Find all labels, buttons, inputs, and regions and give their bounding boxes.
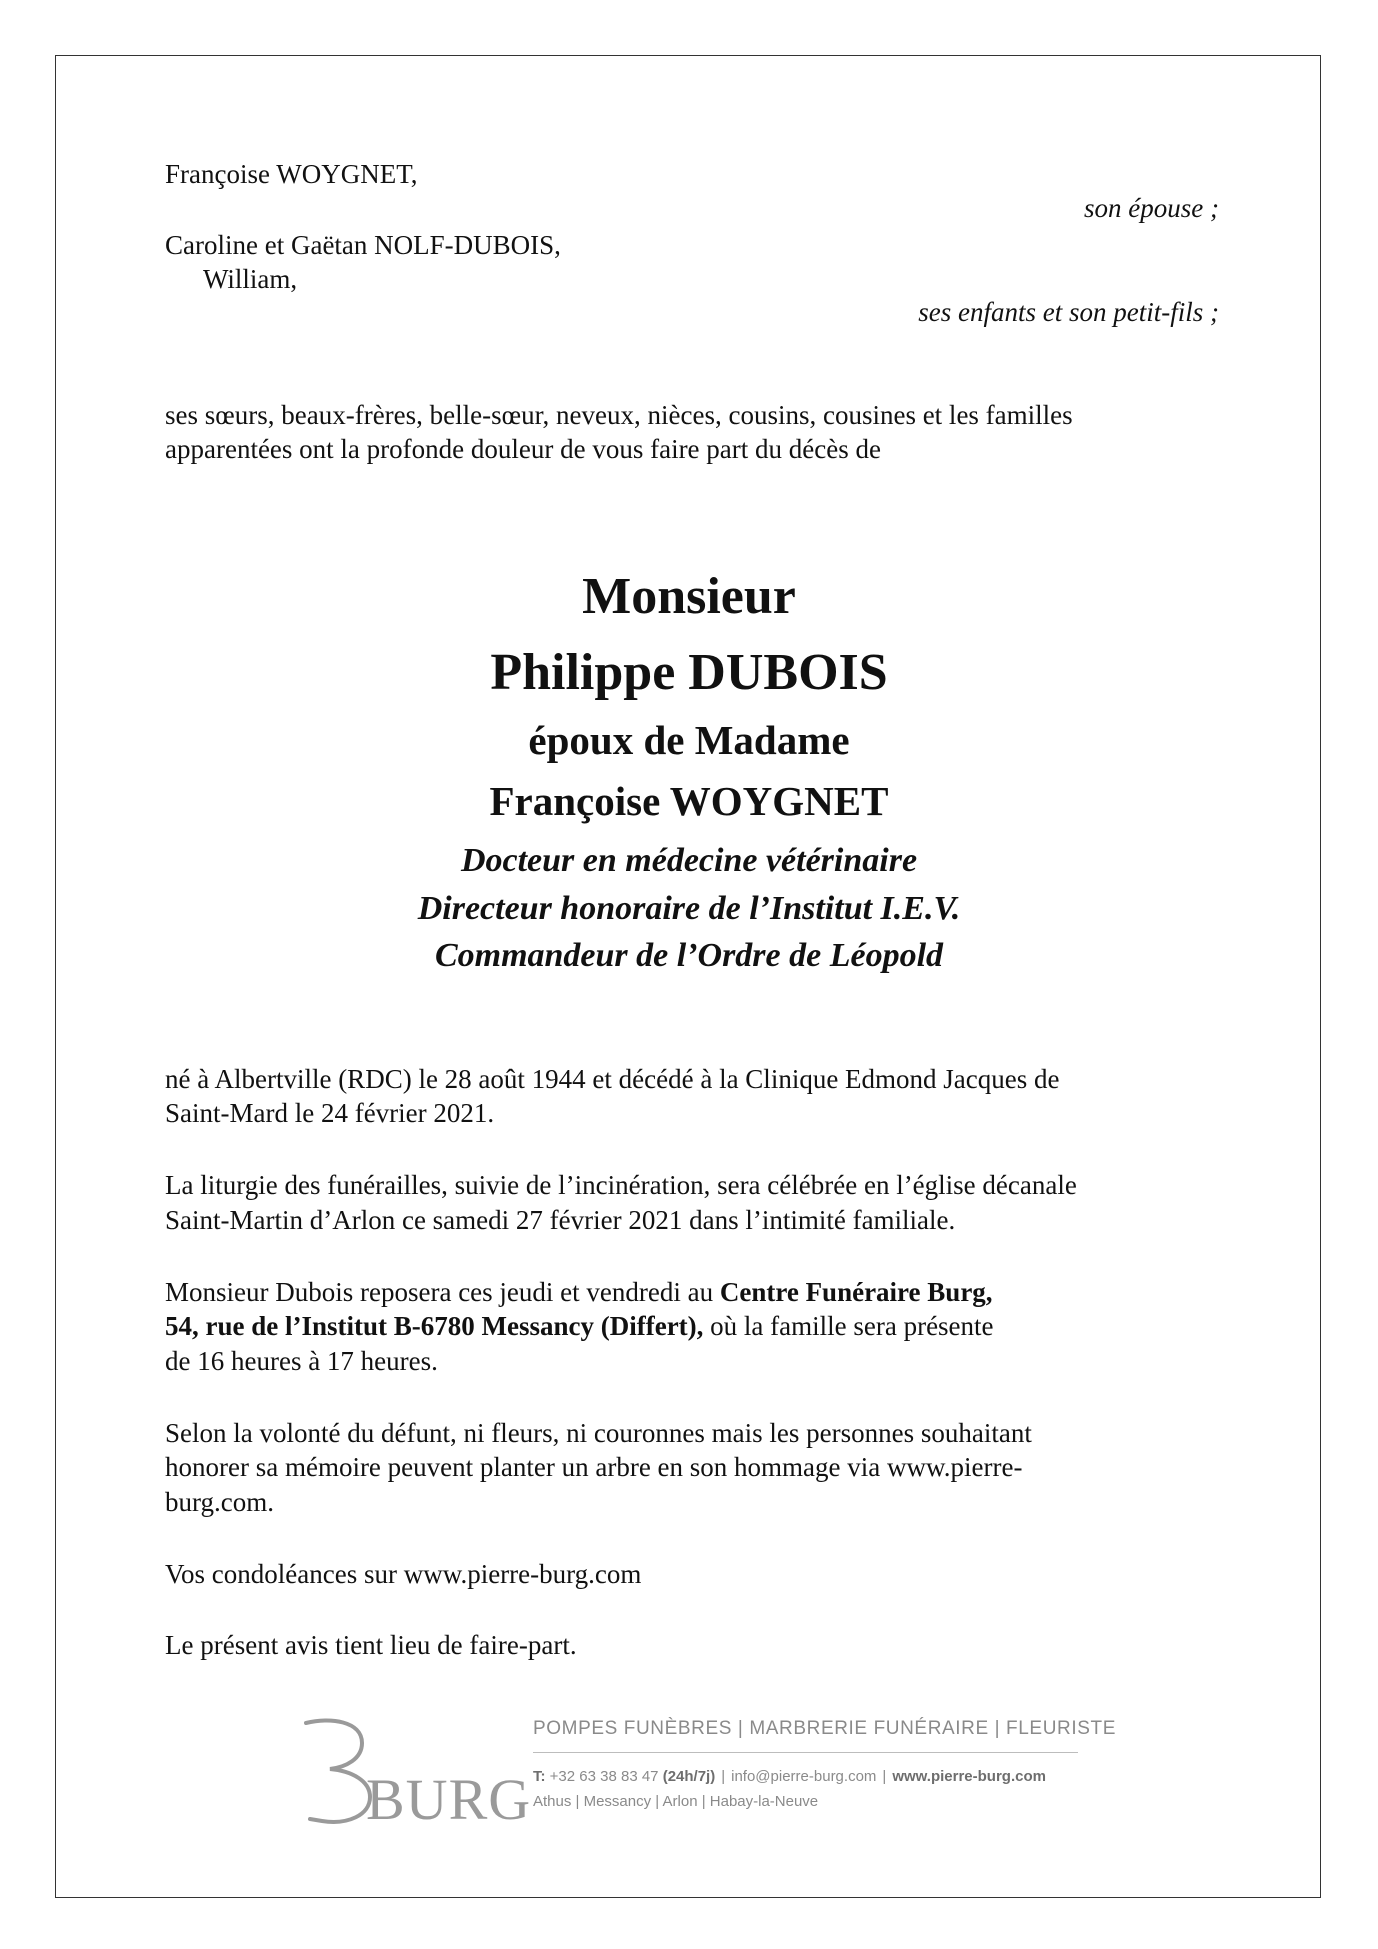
birth-line-1: né à Albertville (RDC) le 28 août 1944 et décédé à la Clinique Edmond Jacques de (165, 1064, 1060, 1094)
website-link: www.pierre-burg.com (892, 1768, 1046, 1785)
rest-line-3: de 16 heures à 17 heures. (165, 1346, 438, 1376)
wish-line-2: honorer sa mémoire peuvent planter un arbre en son hommage via www.pierre- (165, 1452, 1023, 1482)
grandchild-name: William, (203, 264, 298, 294)
phone-label: T: (533, 1768, 546, 1785)
phone-hours: (24h/7j) (662, 1768, 716, 1785)
notice-line: Le présent avis tient lieu de faire-part. (165, 1630, 577, 1660)
contact-separator: | (721, 1768, 726, 1785)
spouse-role: son épouse ; (1084, 193, 1219, 223)
footer-contact (533, 1768, 1046, 1785)
footer-locations: Athus | Messancy | Arlon | Habay-la-Neuve (533, 1793, 819, 1810)
spouse-of-label: époux de Madame (528, 717, 850, 763)
funeral-center-name: Centre Funéraire Burg, (719, 1277, 993, 1307)
burg-logo (300, 1715, 532, 1832)
condolences-line: Vos condoléances sur www.pierre-burg.com (165, 1559, 642, 1589)
wish-line-1: Selon la volonté du défunt, ni fleurs, ni couronnes mais les personnes souhaitant (165, 1418, 1032, 1448)
liturgy-line-1: La liturgie des funérailles, suivie de l’incinération, sera célébrée en l’église décanale (165, 1170, 1077, 1200)
relatives-line-2: apparentées ont la profonde douleur de vous faire part du décès de (165, 434, 881, 464)
footer-divider (533, 1752, 1078, 1753)
footer-services: POMPES FUNÈBRES | MARBRERIE FUNÉRAIRE | FLEURISTE (533, 1718, 1116, 1739)
deceased-honorific: Monsieur (582, 568, 796, 625)
wish-line-3: burg.com. (165, 1487, 274, 1517)
deceased-spouse-name: Françoise WOYGNET (489, 778, 889, 824)
rest-line-1-text: Monsieur Dubois reposera ces jeudi et vendredi au (165, 1277, 720, 1307)
children-names: Caroline et Gaëtan NOLF-DUBOIS, (165, 230, 561, 260)
burg-logo-text: BURG (366, 1767, 532, 1832)
rest-line-1 (165, 1275, 993, 1309)
funeral-center-address: 54, rue de l’Institut B-6780 Messancy (Differt), (165, 1311, 704, 1341)
birth-line-2: Saint-Mard le 24 février 2021. (165, 1098, 495, 1128)
rest-line-2 (165, 1309, 994, 1343)
rest-line-2-text: où la famille sera présente (703, 1311, 994, 1341)
contact-separator: | (882, 1768, 887, 1785)
children-role: ses enfants et son petit-fils ; (918, 297, 1219, 327)
deceased-title-1: Docteur en médecine vétérinaire (460, 842, 918, 879)
deceased-name: Philippe DUBOIS (490, 644, 888, 701)
deceased-title-3: Commandeur de l’Ordre de Léopold (434, 937, 944, 974)
phone-number: +32 63 38 83 47 (549, 1768, 659, 1785)
spouse-name: Françoise WOYGNET, (165, 159, 418, 189)
deceased-title-2: Directeur honoraire de l’Institut I.E.V. (417, 890, 961, 927)
relatives-line-1: ses sœurs, beaux-frères, belle-sœur, neveux, nièces, cousins, cousines et les familles (165, 400, 1073, 430)
email-address: info@pierre-burg.com (731, 1768, 877, 1785)
liturgy-line-2: Saint-Martin d’Arlon ce samedi 27 février 2021 dans l’intimité familiale. (165, 1205, 956, 1235)
